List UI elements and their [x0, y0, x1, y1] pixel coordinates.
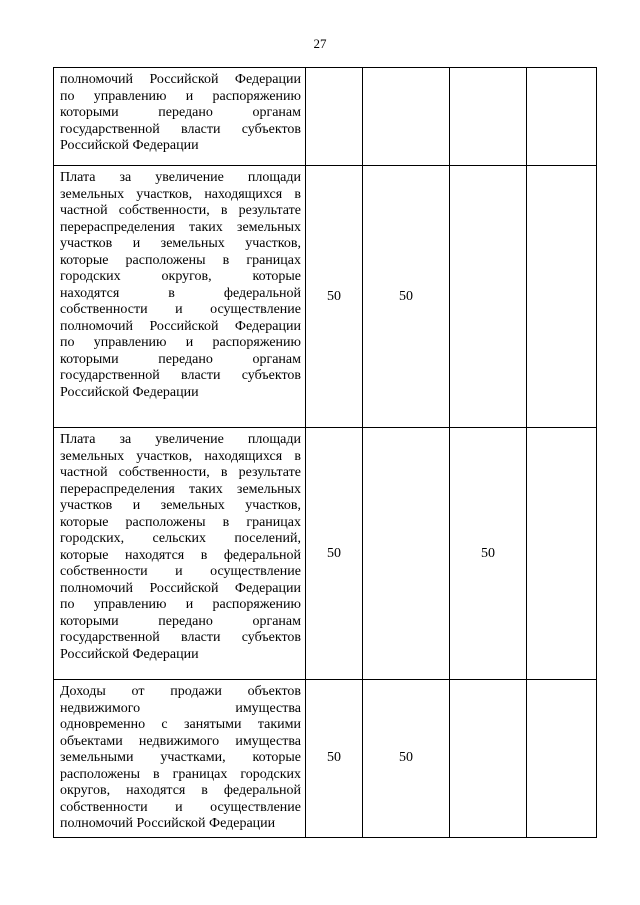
description-line: государственной власти субъектов [60, 121, 301, 137]
percentage-cell [450, 166, 527, 428]
table-row [54, 68, 597, 166]
description-line: которыми передано органам [60, 105, 301, 120]
description-line: участков и земельных участков, [60, 498, 301, 513]
percentage-cell: 50 [306, 166, 363, 428]
description-line: по управлению и распоряжению [60, 597, 301, 612]
percentage-cell [527, 428, 597, 680]
revenue-description-cell [54, 428, 306, 680]
description-line: Плата за увеличение площади [60, 170, 301, 185]
description-line: земельных участков, находящихся в [60, 448, 301, 464]
description-line: земельных участков, находящихся в [60, 186, 301, 202]
description-line: перераспределения таких земельных [60, 219, 301, 235]
description-line: полномочий Российской Федерации [60, 580, 301, 596]
percentage-cell [363, 68, 450, 166]
description-line: государственной власти субъектов [60, 630, 301, 645]
description-line: которые находятся в федеральной [60, 547, 301, 563]
percentage-cell: 50 [450, 428, 527, 680]
description-line: Доходы от продажи объектов [60, 684, 301, 699]
description-line: по управлению и распоряжению [60, 88, 301, 104]
percentage-cell: 50 [306, 428, 363, 680]
description-line: собственности и осуществление [60, 799, 301, 815]
description-line: городских округов, которые [60, 269, 301, 284]
description-line: перераспределения таких земельных [60, 481, 301, 497]
description-line: одновременно с занятыми такими [60, 717, 301, 732]
description-line: государственной власти субъектов [60, 368, 301, 383]
description-line: округов, находятся в федеральной [60, 783, 301, 798]
description-line: которые расположены в границах [60, 252, 301, 268]
percentage-cell [450, 68, 527, 166]
percentage-cell [363, 428, 450, 680]
description-line: находятся в федеральной [60, 285, 301, 301]
description-line: Российской Федерации [60, 646, 199, 662]
description-line: участков и земельных участков, [60, 236, 301, 251]
description-line: объектами недвижимого имущества [60, 733, 301, 749]
description-line: Российской Федерации [60, 384, 199, 400]
table-row [54, 680, 597, 838]
revenue-description-cell [54, 680, 306, 838]
percentage-cell [450, 680, 527, 838]
description-line: полномочий Российской Федерации [60, 318, 301, 334]
description-line: которыми передано органам [60, 351, 301, 367]
description-line: недвижимого имущества [60, 700, 301, 716]
description-line: полномочий Российской Федерации [60, 816, 276, 831]
percentage-cell: 50 [363, 680, 450, 838]
percentage-cell: 50 [306, 680, 363, 838]
description-line: полномочий Российской Федерации [60, 72, 301, 87]
description-line: земельными участками, которые [60, 750, 301, 765]
table-body [54, 68, 597, 838]
description-line: которыми передано органам [60, 613, 301, 629]
revenue-description-cell [54, 68, 306, 166]
page-number: 27 [313, 36, 327, 51]
revenue-description-cell [54, 166, 306, 428]
percentage-cell [306, 68, 363, 166]
percentage-cell [527, 680, 597, 838]
percentage-cell [527, 68, 597, 166]
table-row [54, 166, 597, 428]
revenue-distribution-table [53, 67, 597, 838]
description-line: частной собственности, в результате [60, 203, 301, 218]
description-line: собственности и осуществление [60, 302, 301, 317]
description-line: Плата за увеличение площади [60, 432, 301, 447]
table-row [54, 428, 597, 680]
description-line: частной собственности, в результате [60, 465, 301, 480]
description-line: по управлению и распоряжению [60, 335, 301, 350]
description-line: городских, сельских поселений, [60, 531, 301, 546]
percentage-cell [527, 166, 597, 428]
description-line: которые расположены в границах [60, 514, 301, 530]
description-line: расположены в границах городских [60, 766, 301, 782]
description-line: Российской Федерации [60, 138, 199, 153]
percentage-cell: 50 [363, 166, 450, 428]
description-line: собственности и осуществление [60, 564, 301, 579]
